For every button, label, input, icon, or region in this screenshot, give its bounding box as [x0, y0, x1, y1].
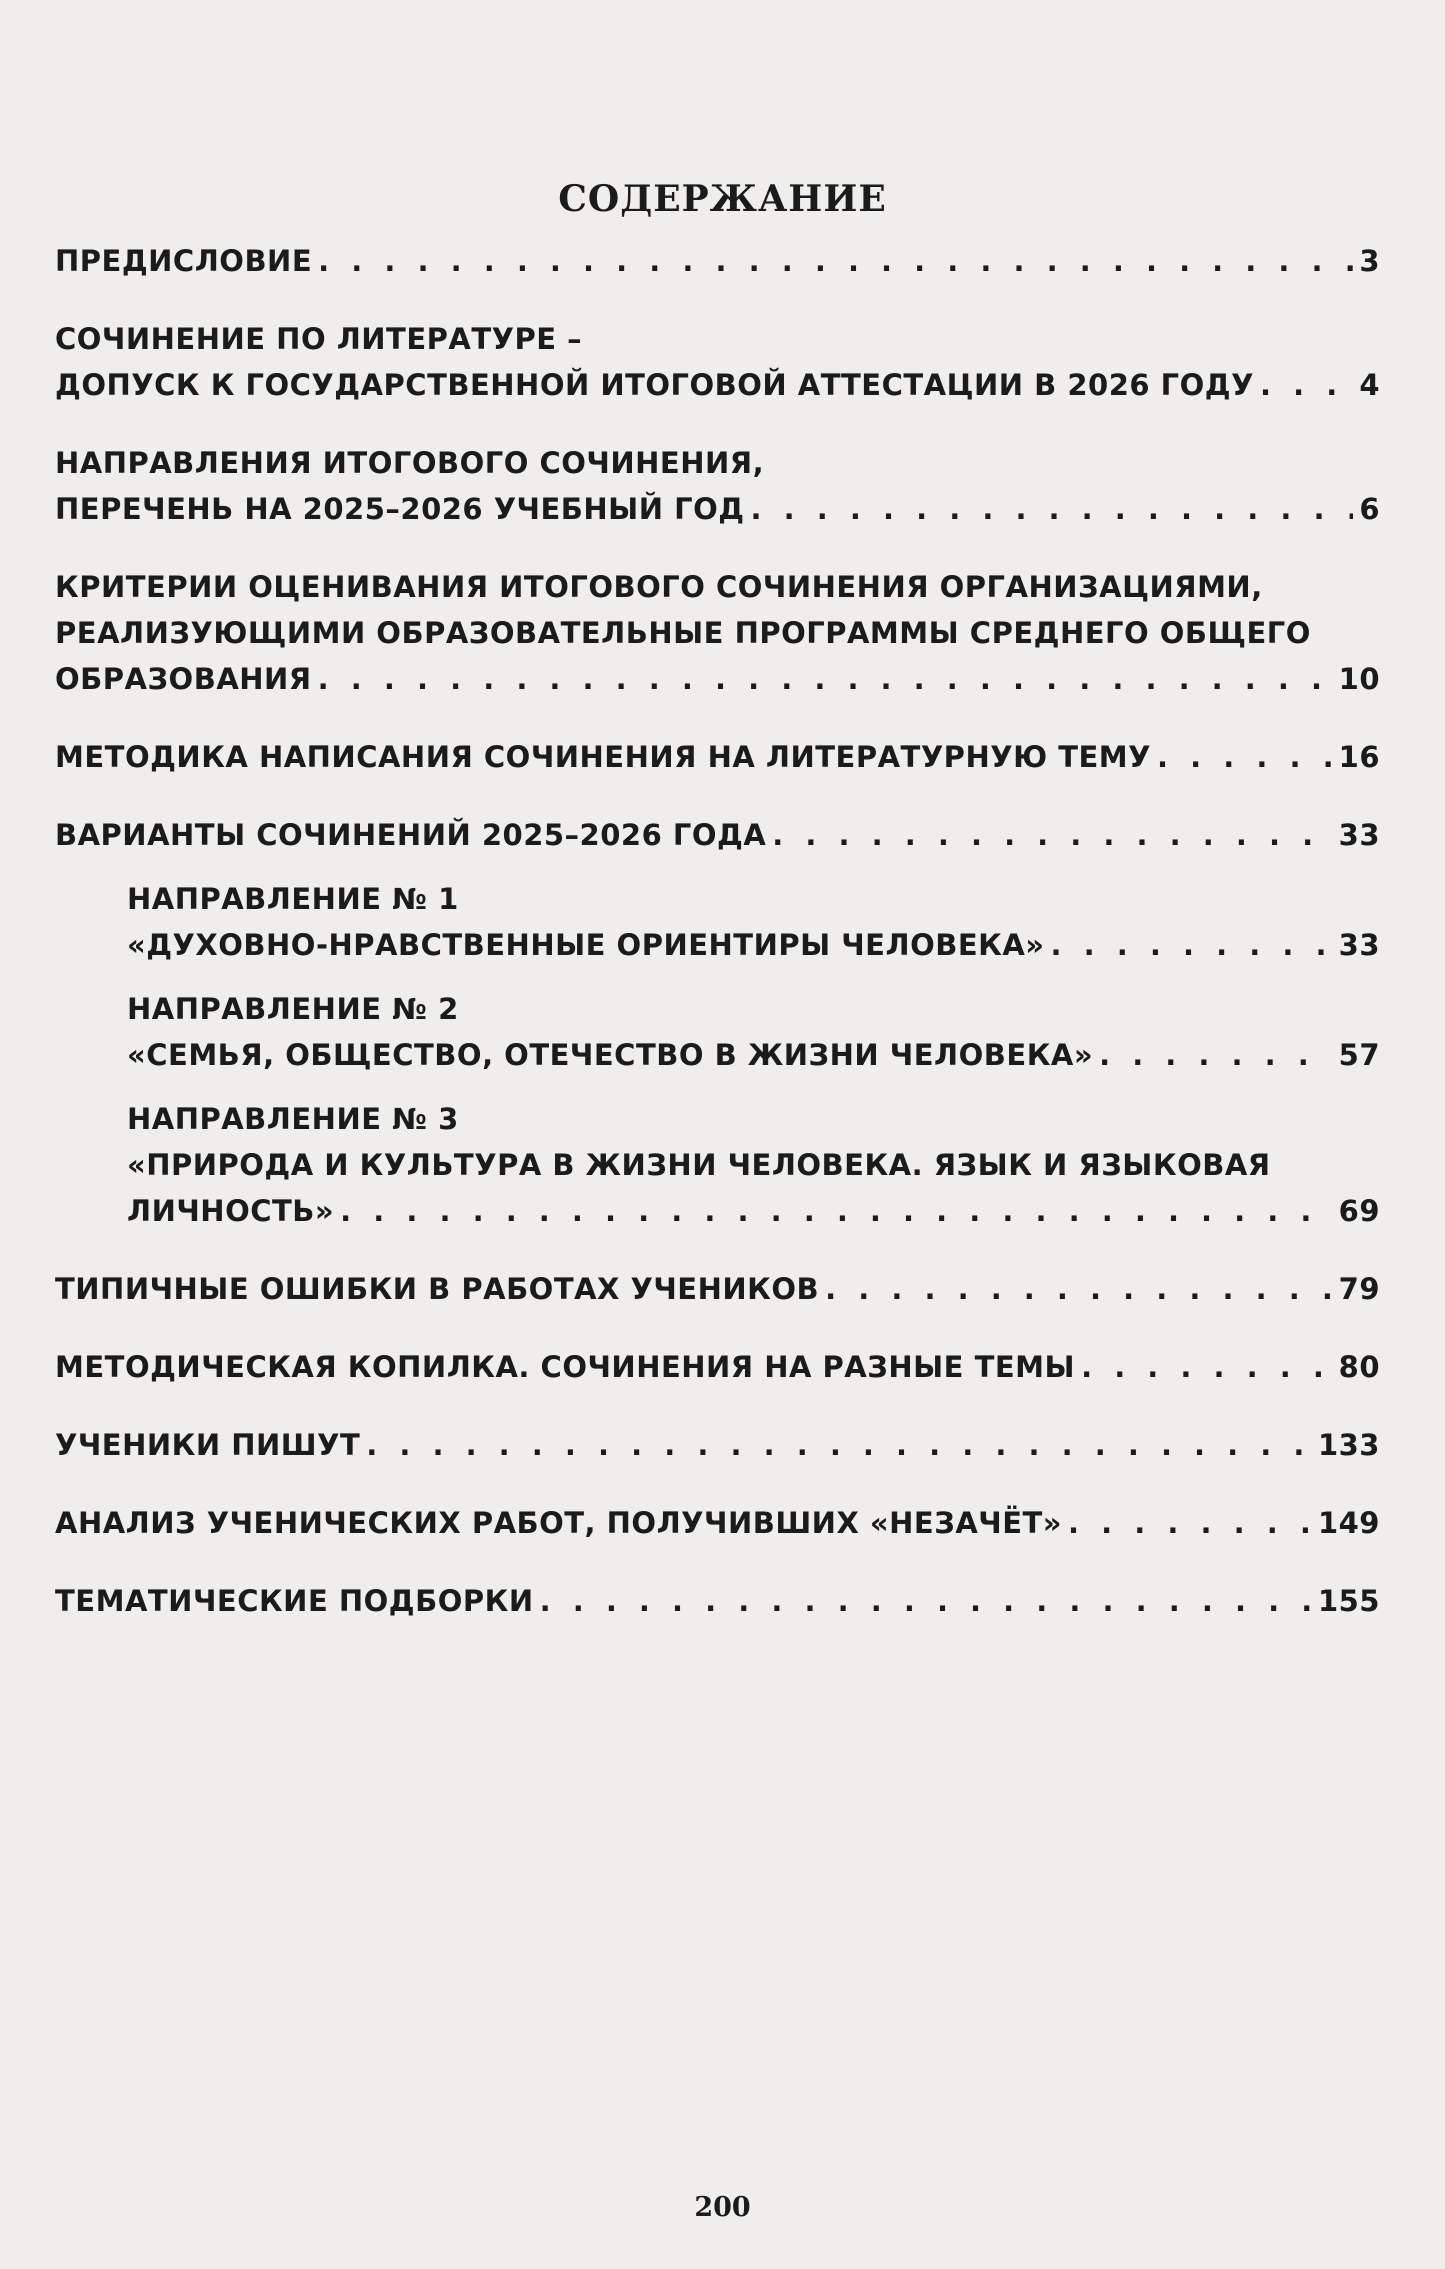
toc-page-number: 80: [1338, 1350, 1380, 1384]
page-number-footer: 200: [694, 2192, 751, 2223]
dot-leader: [540, 1578, 1312, 1624]
toc-entry-directions: [55, 440, 1380, 532]
dot-leader: [366, 1422, 1312, 1468]
toc-entry-label: ПЕРЕЧЕНЬ НА 2025–2026 УЧЕБНЫЙ ГОД: [55, 492, 745, 526]
dot-leader: [1099, 1032, 1333, 1078]
toc-page-number: 10: [1338, 662, 1380, 696]
dot-leader: [1157, 734, 1333, 780]
toc-entry-label: НАПРАВЛЕНИЯ ИТОГОВОГО СОЧИНЕНИЯ,: [55, 446, 765, 480]
toc-entry-thematic-selections: [55, 1578, 1380, 1624]
toc-entry-direction-1: [55, 876, 1380, 968]
toc-entry-label: ПРЕДИСЛОВИЕ: [55, 244, 313, 278]
page-title: СОДЕРЖАНИЕ: [558, 178, 887, 220]
dot-leader: [751, 486, 1354, 532]
toc-page-number: 133: [1317, 1428, 1380, 1462]
toc-entry-label: ЛИЧНОСТЬ»: [127, 1194, 335, 1228]
toc-page-number: 33: [1338, 928, 1380, 962]
toc-entry-label: «ДУХОВНО-НРАВСТВЕННЫЕ ОРИЕНТИРЫ ЧЕЛОВЕКА»: [127, 928, 1045, 962]
toc-entry-direction-2: [55, 986, 1380, 1078]
toc-entry-label: МЕТОДИЧЕСКАЯ КОПИЛКА. СОЧИНЕНИЯ НА РАЗНЫЕ ТЕМЫ: [55, 1350, 1076, 1384]
toc-page-number: 3: [1359, 244, 1380, 278]
toc-entry-label: АНАЛИЗ УЧЕНИЧЕСКИХ РАБОТ, ПОЛУЧИВШИХ «НЕЗАЧЁТ»: [55, 1506, 1063, 1540]
toc-entry-methodology: [55, 734, 1380, 780]
toc-page-number: 69: [1338, 1194, 1380, 1228]
table-of-contents: [55, 238, 1380, 1624]
dot-leader: [318, 656, 1333, 702]
toc-entry-direction-3: [55, 1096, 1380, 1234]
toc-page-number: 149: [1317, 1506, 1380, 1540]
toc-page-number: 16: [1338, 740, 1380, 774]
toc-entry-typical-errors: [55, 1266, 1380, 1312]
dot-leader: [1051, 922, 1333, 968]
toc-page-number: 57: [1338, 1038, 1380, 1072]
toc-entry-preface: [55, 238, 1380, 284]
toc-page-number: 79: [1338, 1272, 1380, 1306]
toc-entry-variants: [55, 812, 1380, 858]
toc-entry-label: ВАРИАНТЫ СОЧИНЕНИЙ 2025–2026 ГОДА: [55, 818, 767, 852]
dot-leader: [1260, 362, 1353, 408]
toc-page-number: 33: [1338, 818, 1380, 852]
toc-entry-students-write: [55, 1422, 1380, 1468]
toc-page-number: 155: [1317, 1584, 1380, 1618]
toc-entry-label: «ПРИРОДА И КУЛЬТУРА В ЖИЗНИ ЧЕЛОВЕКА. ЯЗЫК И ЯЗЫКОВАЯ: [127, 1148, 1271, 1182]
toc-entry-label: НАПРАВЛЕНИЕ № 3: [127, 1102, 459, 1136]
toc-page-number: 4: [1359, 368, 1380, 402]
toc-entry-literature-essay: [55, 316, 1380, 408]
toc-entry-label: ДОПУСК К ГОСУДАРСТВЕННОЙ ИТОГОВОЙ АТТЕСТАЦИИ В 2026 ГОДУ: [55, 368, 1254, 402]
toc-entry-methodical-collection: [55, 1344, 1380, 1390]
toc-entry-label: КРИТЕРИИ ОЦЕНИВАНИЯ ИТОГОВОГО СОЧИНЕНИЯ ОРГАНИЗАЦИЯМИ,: [55, 570, 1263, 604]
toc-entry-failed-analysis: [55, 1500, 1380, 1546]
dot-leader: [772, 812, 1332, 858]
toc-entry-label: УЧЕНИКИ ПИШУТ: [55, 1428, 361, 1462]
toc-entry-label: «СЕМЬЯ, ОБЩЕСТВО, ОТЕЧЕСТВО В ЖИЗНИ ЧЕЛОВЕКА»: [127, 1038, 1094, 1072]
toc-entry-label: ТИПИЧНЫЕ ОШИБКИ В РАБОТАХ УЧЕНИКОВ: [55, 1272, 820, 1306]
toc-entry-criteria: [55, 564, 1380, 702]
dot-leader: [340, 1188, 1333, 1234]
toc-entry-label: ОБРАЗОВАНИЯ: [55, 662, 312, 696]
toc-page-number: 6: [1359, 492, 1380, 526]
toc-entry-label: НАПРАВЛЕНИЕ № 1: [127, 882, 459, 916]
toc-entry-label: НАПРАВЛЕНИЕ № 2: [127, 992, 459, 1026]
toc-entry-label: РЕАЛИЗУЮЩИМИ ОБРАЗОВАТЕЛЬНЫЕ ПРОГРАММЫ СРЕДНЕГО ОБЩЕГО: [55, 616, 1311, 650]
dot-leader: [1081, 1344, 1333, 1390]
dot-leader: [1068, 1500, 1312, 1546]
toc-entry-label: СОЧИНЕНИЕ ПО ЛИТЕРАТУРЕ –: [55, 322, 583, 356]
dot-leader: [318, 238, 1353, 284]
toc-entry-label: ТЕМАТИЧЕСКИЕ ПОДБОРКИ: [55, 1584, 534, 1618]
toc-entry-label: МЕТОДИКА НАПИСАНИЯ СОЧИНЕНИЯ НА ЛИТЕРАТУРНУЮ ТЕМУ: [55, 740, 1152, 774]
dot-leader: [825, 1266, 1333, 1312]
